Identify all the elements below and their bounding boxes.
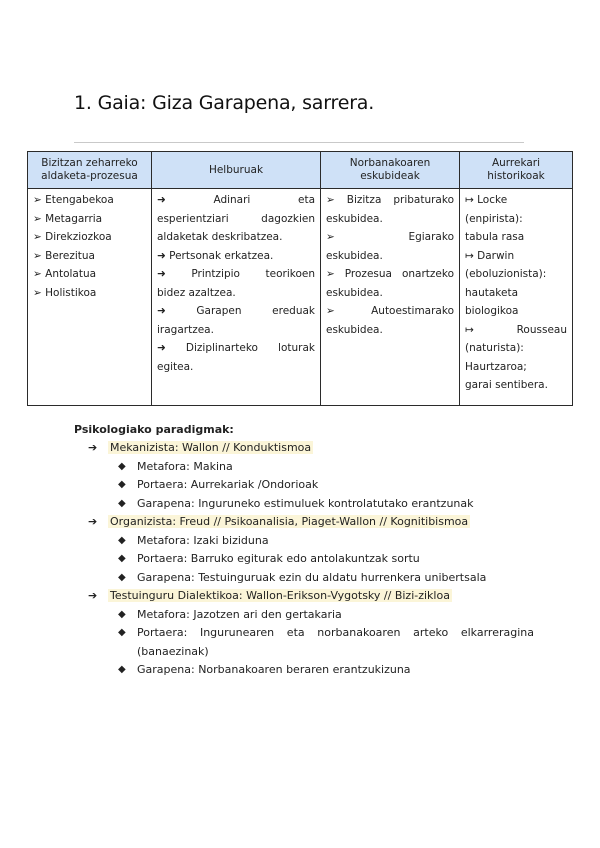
history-line: (enpirista): <box>465 212 523 225</box>
diamond-bullet-icon: ◆ <box>118 479 126 490</box>
paradigm-detail <box>74 661 534 680</box>
list-item: ➢ Etengabekoa <box>33 194 114 206</box>
goal-line: bidez azaltzea. <box>157 286 236 299</box>
history-line: garai sentibera. <box>465 379 548 391</box>
history-line: ↦ Darwin <box>465 249 515 262</box>
history-line: ↦ Locke <box>465 194 508 206</box>
list-item: ➢ Direkziozkoa <box>33 231 112 243</box>
cell-rights <box>321 189 460 406</box>
goal-line: ➜ Printzipio teorikoen <box>157 268 315 280</box>
header-process: Bizitzan zeharreko aldaketa-prozesua <box>28 152 152 189</box>
arrow-icon: ➔ <box>88 441 98 454</box>
rights-line: eskubidea. <box>326 323 383 336</box>
paradigm-detail-text: Metafora: Jazotzen ari den gertakaria <box>137 607 342 621</box>
goal-line: esperientziari dagozkien <box>157 212 315 225</box>
paradigms-title: Psikologiako paradigmak: <box>74 423 234 436</box>
history-line: (eboluzionista): <box>465 268 547 280</box>
paradigm-label: Mekanizista: Wallon // Konduktismoa <box>110 441 312 454</box>
diamond-bullet-icon: ◆ <box>118 460 126 472</box>
goal-line: ➜ Pertsonak erkatzea. <box>157 249 274 262</box>
cell-goals <box>152 189 321 406</box>
goal-line: aldaketak deskribatzea. <box>157 231 283 243</box>
goal-line: egitea. <box>157 360 194 373</box>
paradigm-detail <box>74 532 534 551</box>
table-row <box>28 189 573 406</box>
header-history: Aurrekari historikoak <box>460 152 573 189</box>
history-line: Haurtzaroa; <box>465 360 527 373</box>
list-item: ➢ Metagarria <box>33 212 103 225</box>
paradigm-label: Testuinguru Dialektikoa: Wallon-Erikson-Vygotsky // Bizi-zikloa <box>110 589 450 602</box>
diamond-bullet-icon: ◆ <box>118 534 126 546</box>
diamond-bullet-icon: ◆ <box>118 664 126 675</box>
arrow-icon: ➔ <box>88 589 98 602</box>
paradigm-item <box>74 587 534 606</box>
history-line: ↦ Rousseau <box>465 323 567 336</box>
list-item: ➢ Berezitua <box>33 249 95 262</box>
paradigm-detail-text: Garapena: Norbanakoaren beraren erantzukizuna <box>137 663 411 676</box>
goal-line: ➜ Garapen ereduak <box>157 305 315 317</box>
paradigms-section <box>74 420 534 680</box>
header-goals: Helburuak <box>152 152 321 189</box>
goal-line: ➜ Diziplinarteko loturak <box>157 342 315 354</box>
paradigm-detail <box>74 495 534 514</box>
diamond-bullet-icon: ◆ <box>118 571 126 583</box>
cell-history <box>460 189 573 406</box>
history-line: hautaketa <box>465 286 519 299</box>
rights-line: ➢ Bizitza pribaturako <box>326 194 454 206</box>
paradigm-detail <box>74 624 534 661</box>
rights-line: eskubidea. <box>326 249 383 262</box>
rights-line: eskubidea. <box>326 212 383 225</box>
page-title: 1. Gaia: Giza Garapena, sarrera. <box>74 92 375 114</box>
list-item: ➢ Holistikoa <box>33 286 97 299</box>
table-header-row <box>28 152 573 189</box>
history-line: (naturista): <box>465 342 524 354</box>
header-rights: Norbanakoaren eskubideak <box>321 152 460 189</box>
paradigm-item <box>74 439 534 458</box>
arrow-icon: ➔ <box>88 515 98 528</box>
summary-table <box>27 151 573 406</box>
diamond-bullet-icon: ◆ <box>118 497 126 509</box>
diamond-bullet-icon: ◆ <box>118 627 126 638</box>
paradigm-detail-text: Garapena: Inguruneko estimuluek kontrolatutako erantzunak <box>137 496 474 510</box>
diamond-bullet-icon: ◆ <box>118 608 126 620</box>
rights-line: eskubidea. <box>326 286 383 299</box>
rights-line: ➢ Autoestimarako <box>326 305 454 317</box>
goal-line: iragartzea. <box>157 323 214 336</box>
history-line: biologikoa <box>465 305 519 317</box>
diamond-bullet-icon: ◆ <box>118 553 126 564</box>
paradigm-detail <box>74 476 534 495</box>
paradigm-detail-text: Portaera: Ingurunearen eta norbanakoaren arteko elkarreragina (banaezinak) <box>137 626 534 658</box>
paradigm-item <box>74 513 534 532</box>
rights-line: ➢ Prozesua onartzeko <box>326 268 454 280</box>
paradigm-label: Organizista: Freud // Psikoanalisia, Piaget-Wallon // Kognitibismoa <box>110 515 469 528</box>
list-item: ➢ Antolatua <box>33 268 97 280</box>
paradigm-detail-text: Portaera: Barruko egiturak edo antolakuntzak sortu <box>137 552 420 565</box>
cell-process <box>28 189 152 406</box>
rights-line: ➢ Egiarako <box>326 231 454 243</box>
paradigm-detail-text: Portaera: Aurrekariak /Ondorioak <box>137 478 319 491</box>
paradigm-detail <box>74 569 534 588</box>
paradigm-detail-text: Garapena: Testuinguruak ezin du aldatu hurrenkera unibertsala <box>137 570 487 584</box>
title-divider <box>74 142 524 143</box>
paradigm-detail <box>74 458 534 477</box>
paradigm-detail <box>74 606 534 625</box>
goal-line: ➜ Adinari eta <box>157 194 315 206</box>
paradigm-detail <box>74 550 534 569</box>
paradigm-detail-text: Metafora: Makina <box>137 459 233 473</box>
paradigm-detail-text: Metafora: Izaki biziduna <box>137 533 269 547</box>
history-line: tabula rasa <box>465 231 525 243</box>
